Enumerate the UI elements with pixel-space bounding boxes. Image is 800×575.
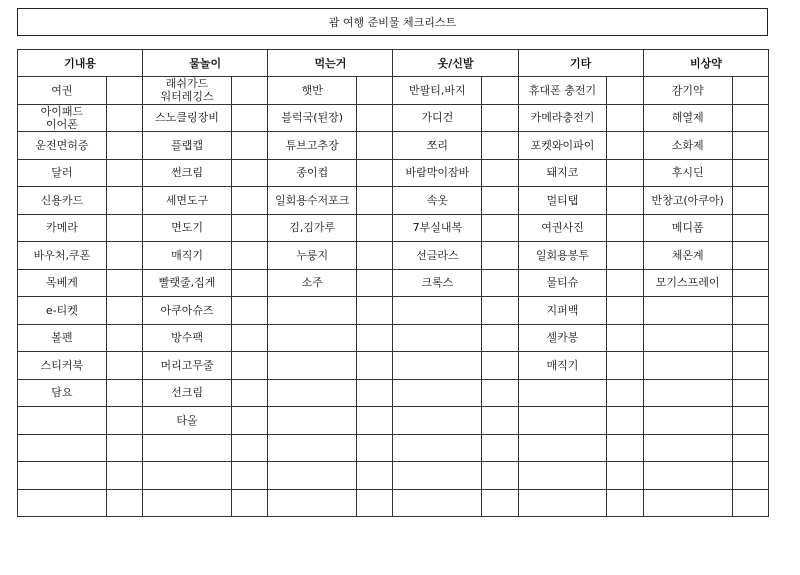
column-header: 물놀이 bbox=[143, 50, 268, 77]
check-cell[interactable] bbox=[732, 214, 768, 242]
item-label: 세면도구 bbox=[165, 193, 209, 207]
item-label: 바람막이잠바 bbox=[405, 166, 470, 180]
item-cell bbox=[18, 297, 107, 325]
item-label: 스티커북 bbox=[40, 358, 84, 372]
item-label: 선크림 bbox=[171, 386, 203, 400]
check-cell[interactable] bbox=[357, 214, 393, 242]
item-label: 썬크림 bbox=[171, 166, 203, 180]
item-label: 7부실내복 bbox=[412, 221, 463, 235]
item-cell bbox=[18, 187, 107, 215]
item-cell bbox=[643, 297, 732, 325]
item-cell bbox=[18, 407, 107, 435]
item-cell bbox=[643, 407, 732, 435]
item-label: 여권사진 bbox=[541, 221, 584, 235]
item-cell bbox=[393, 132, 482, 160]
table-row bbox=[18, 379, 769, 407]
item-cell bbox=[518, 214, 607, 242]
check-cell[interactable] bbox=[732, 159, 768, 187]
item-cell bbox=[143, 104, 232, 132]
check-cell[interactable] bbox=[106, 77, 142, 105]
item-cell bbox=[518, 489, 607, 517]
check-cell[interactable] bbox=[106, 379, 142, 407]
item-label: 쪼리 bbox=[426, 138, 448, 152]
item-cell bbox=[18, 242, 107, 270]
item-cell bbox=[268, 104, 357, 132]
item-cell bbox=[643, 132, 732, 160]
table-row bbox=[18, 242, 769, 270]
item-cell bbox=[643, 187, 732, 215]
item-cell bbox=[18, 324, 107, 352]
check-cell[interactable] bbox=[482, 434, 518, 462]
item-label: 빨랫줄,집게 bbox=[158, 276, 216, 290]
item-cell bbox=[268, 214, 357, 242]
item-label: 선글라스 bbox=[416, 248, 459, 262]
item-label: 메디폼 bbox=[671, 221, 704, 235]
item-cell bbox=[393, 489, 482, 517]
item-cell bbox=[643, 159, 732, 187]
check-cell[interactable] bbox=[732, 242, 768, 270]
item-label: 카메라충전기 bbox=[530, 111, 595, 125]
check-cell[interactable] bbox=[732, 104, 768, 132]
check-cell[interactable] bbox=[231, 297, 267, 325]
check-cell[interactable] bbox=[732, 132, 768, 160]
table-row bbox=[18, 297, 769, 325]
table-row bbox=[18, 352, 769, 380]
item-cell bbox=[268, 407, 357, 435]
item-cell bbox=[143, 407, 232, 435]
item-cell bbox=[268, 434, 357, 462]
item-cell bbox=[18, 214, 107, 242]
item-cell bbox=[268, 269, 357, 297]
item-cell bbox=[393, 297, 482, 325]
item-cell bbox=[143, 242, 232, 270]
item-cell bbox=[143, 324, 232, 352]
item-cell bbox=[18, 132, 107, 160]
item-label: 멀티탭 bbox=[546, 193, 579, 207]
item-cell bbox=[143, 77, 232, 105]
check-cell[interactable] bbox=[231, 77, 267, 105]
check-cell[interactable] bbox=[231, 269, 267, 297]
item-cell bbox=[393, 434, 482, 462]
item-label: 달러 bbox=[51, 166, 73, 180]
table-row bbox=[18, 159, 769, 187]
item-label: 가디건 bbox=[421, 111, 454, 125]
check-cell[interactable] bbox=[607, 187, 643, 215]
item-label: 셀카봉 bbox=[546, 331, 579, 345]
item-label: 휴대폰 충전기 bbox=[528, 83, 597, 97]
item-cell bbox=[643, 214, 732, 242]
check-cell[interactable] bbox=[357, 297, 393, 325]
item-cell bbox=[268, 132, 357, 160]
item-cell bbox=[518, 159, 607, 187]
item-cell bbox=[18, 462, 107, 490]
table-row bbox=[18, 77, 769, 105]
item-cell bbox=[643, 77, 732, 105]
item-cell bbox=[518, 77, 607, 105]
check-cell[interactable] bbox=[607, 462, 643, 490]
item-cell bbox=[143, 379, 232, 407]
item-label: 일회용수저포크 bbox=[275, 193, 350, 207]
page-title: 괌 여행 준비물 체크리스트 bbox=[17, 8, 768, 36]
item-label: 머리고무줄 bbox=[160, 358, 214, 372]
check-cell[interactable] bbox=[482, 159, 518, 187]
check-cell[interactable] bbox=[231, 462, 267, 490]
check-cell[interactable] bbox=[357, 352, 393, 380]
item-cell bbox=[518, 407, 607, 435]
item-cell bbox=[268, 379, 357, 407]
item-cell bbox=[393, 352, 482, 380]
item-cell bbox=[518, 242, 607, 270]
item-label: 매직기 bbox=[171, 248, 203, 262]
item-label: 매직기 bbox=[546, 358, 579, 372]
table-row bbox=[18, 104, 769, 132]
item-label: 모기스프레이 bbox=[655, 276, 720, 290]
item-cell bbox=[643, 242, 732, 270]
check-cell[interactable] bbox=[607, 324, 643, 352]
item-label: e-티켓 bbox=[45, 303, 78, 317]
item-label: 누룽지 bbox=[296, 248, 329, 262]
check-cell[interactable] bbox=[607, 104, 643, 132]
item-cell bbox=[393, 462, 482, 490]
item-label: 볼펜 bbox=[51, 331, 73, 345]
check-cell[interactable] bbox=[607, 489, 643, 517]
item-label: 체온계 bbox=[671, 248, 704, 262]
check-cell[interactable] bbox=[607, 132, 643, 160]
check-cell[interactable] bbox=[607, 379, 643, 407]
item-cell bbox=[268, 159, 357, 187]
table-row bbox=[18, 187, 769, 215]
check-cell[interactable] bbox=[607, 242, 643, 270]
check-cell[interactable] bbox=[482, 242, 518, 270]
check-cell[interactable] bbox=[482, 352, 518, 380]
item-cell bbox=[518, 379, 607, 407]
check-cell[interactable] bbox=[607, 269, 643, 297]
item-label: 소화제 bbox=[671, 138, 704, 152]
check-cell[interactable] bbox=[231, 379, 267, 407]
item-cell bbox=[518, 104, 607, 132]
item-cell bbox=[393, 269, 482, 297]
item-cell bbox=[268, 187, 357, 215]
check-cell[interactable] bbox=[732, 489, 768, 517]
table-row bbox=[18, 462, 769, 490]
item-cell bbox=[393, 242, 482, 270]
item-label: 여권 bbox=[51, 83, 73, 97]
item-label: 튜브고추장 bbox=[285, 138, 339, 152]
check-cell[interactable] bbox=[106, 187, 142, 215]
item-cell bbox=[143, 269, 232, 297]
check-cell[interactable] bbox=[607, 352, 643, 380]
check-cell[interactable] bbox=[732, 407, 768, 435]
item-cell bbox=[18, 489, 107, 517]
table-row bbox=[18, 407, 769, 435]
check-cell[interactable] bbox=[106, 324, 142, 352]
table-row bbox=[18, 434, 769, 462]
table-row bbox=[18, 269, 769, 297]
item-cell bbox=[643, 489, 732, 517]
item-cell bbox=[18, 379, 107, 407]
check-cell[interactable] bbox=[106, 104, 142, 132]
check-cell[interactable] bbox=[106, 489, 142, 517]
check-cell[interactable] bbox=[482, 407, 518, 435]
item-cell bbox=[643, 104, 732, 132]
check-cell[interactable] bbox=[482, 269, 518, 297]
table-row bbox=[18, 214, 769, 242]
check-cell[interactable] bbox=[106, 242, 142, 270]
header-row bbox=[18, 50, 769, 77]
item-label: 반팔티,바지 bbox=[409, 83, 466, 97]
check-cell[interactable] bbox=[732, 269, 768, 297]
check-cell[interactable] bbox=[732, 379, 768, 407]
check-cell[interactable] bbox=[231, 489, 267, 517]
check-cell[interactable] bbox=[732, 462, 768, 490]
item-label: 소주 bbox=[301, 276, 323, 290]
item-cell bbox=[143, 489, 232, 517]
item-label: 래쉬가드 워터레깅스 bbox=[160, 77, 214, 104]
item-cell bbox=[18, 77, 107, 105]
check-cell[interactable] bbox=[482, 489, 518, 517]
check-cell[interactable] bbox=[106, 352, 142, 380]
item-cell bbox=[268, 462, 357, 490]
check-cell[interactable] bbox=[357, 462, 393, 490]
check-cell[interactable] bbox=[231, 132, 267, 160]
item-cell bbox=[518, 434, 607, 462]
item-cell bbox=[18, 434, 107, 462]
item-cell bbox=[393, 104, 482, 132]
item-cell bbox=[393, 77, 482, 105]
item-label: 후시딘 bbox=[671, 166, 704, 180]
item-label: 포켓와이파이 bbox=[530, 138, 595, 152]
item-cell bbox=[143, 297, 232, 325]
check-cell[interactable] bbox=[482, 297, 518, 325]
check-cell[interactable] bbox=[106, 214, 142, 242]
item-cell bbox=[143, 159, 232, 187]
item-cell bbox=[268, 489, 357, 517]
item-label: 물티슈 bbox=[546, 276, 579, 290]
item-label: 김,김가루 bbox=[289, 221, 336, 235]
item-cell bbox=[143, 187, 232, 215]
item-label: 플랩캡 bbox=[171, 138, 203, 152]
item-cell bbox=[643, 324, 732, 352]
item-cell bbox=[18, 352, 107, 380]
check-cell[interactable] bbox=[231, 434, 267, 462]
column-header: 먹는거 bbox=[268, 50, 393, 77]
check-cell[interactable] bbox=[482, 77, 518, 105]
item-cell bbox=[268, 297, 357, 325]
item-cell bbox=[643, 352, 732, 380]
item-cell bbox=[143, 214, 232, 242]
check-cell[interactable] bbox=[482, 324, 518, 352]
item-label: 아쿠아슈즈 bbox=[160, 303, 214, 317]
check-cell[interactable] bbox=[357, 407, 393, 435]
item-cell bbox=[18, 269, 107, 297]
table-row bbox=[18, 132, 769, 160]
item-label: 바우처,쿠폰 bbox=[33, 248, 91, 262]
item-cell bbox=[393, 379, 482, 407]
check-cell[interactable] bbox=[231, 324, 267, 352]
item-cell bbox=[143, 352, 232, 380]
item-cell bbox=[518, 269, 607, 297]
item-cell bbox=[518, 462, 607, 490]
column-header: 옷/신발 bbox=[393, 50, 518, 77]
check-cell[interactable] bbox=[106, 434, 142, 462]
item-cell bbox=[18, 159, 107, 187]
check-cell[interactable] bbox=[732, 352, 768, 380]
check-cell[interactable] bbox=[482, 214, 518, 242]
item-label: 목베게 bbox=[45, 276, 78, 290]
check-cell[interactable] bbox=[106, 297, 142, 325]
check-cell[interactable] bbox=[357, 159, 393, 187]
checklist-table bbox=[17, 49, 769, 517]
item-cell bbox=[393, 324, 482, 352]
item-label: 반창고(아쿠아) bbox=[651, 193, 724, 207]
item-label: 블럭국(된장) bbox=[281, 111, 344, 125]
item-label: 크록스 bbox=[421, 276, 454, 290]
item-label: 속옷 bbox=[426, 193, 448, 207]
item-cell bbox=[518, 352, 607, 380]
item-label: 운전면허증 bbox=[35, 138, 89, 152]
check-cell[interactable] bbox=[482, 104, 518, 132]
check-cell[interactable] bbox=[357, 187, 393, 215]
check-cell[interactable] bbox=[357, 77, 393, 105]
check-cell[interactable] bbox=[231, 159, 267, 187]
check-cell[interactable] bbox=[231, 187, 267, 215]
item-cell bbox=[18, 104, 107, 132]
check-cell[interactable] bbox=[732, 187, 768, 215]
item-cell bbox=[518, 324, 607, 352]
check-cell[interactable] bbox=[231, 104, 267, 132]
item-cell bbox=[268, 242, 357, 270]
check-cell[interactable] bbox=[607, 77, 643, 105]
item-cell bbox=[268, 352, 357, 380]
column-header: 비상약 bbox=[643, 50, 768, 77]
column-header: 기타 bbox=[518, 50, 643, 77]
check-cell[interactable] bbox=[607, 214, 643, 242]
item-label: 신용카드 bbox=[40, 193, 84, 207]
item-label: 햇반 bbox=[301, 83, 323, 97]
item-label: 방수팩 bbox=[171, 331, 203, 345]
item-cell bbox=[643, 462, 732, 490]
check-cell[interactable] bbox=[357, 269, 393, 297]
check-cell[interactable] bbox=[357, 104, 393, 132]
item-label: 타올 bbox=[176, 413, 198, 427]
check-cell[interactable] bbox=[732, 77, 768, 105]
item-cell bbox=[268, 324, 357, 352]
item-label: 지퍼백 bbox=[546, 303, 579, 317]
item-cell bbox=[643, 269, 732, 297]
item-label: 스노클링장비 bbox=[155, 111, 219, 125]
item-label: 해열제 bbox=[671, 111, 704, 125]
check-cell[interactable] bbox=[231, 352, 267, 380]
item-cell bbox=[393, 187, 482, 215]
item-cell bbox=[518, 297, 607, 325]
item-label: 카메라 bbox=[45, 221, 78, 235]
item-label: 감기약 bbox=[671, 83, 704, 97]
check-cell[interactable] bbox=[482, 132, 518, 160]
check-cell[interactable] bbox=[607, 159, 643, 187]
check-cell[interactable] bbox=[357, 324, 393, 352]
check-cell[interactable] bbox=[231, 214, 267, 242]
item-cell bbox=[143, 434, 232, 462]
check-cell[interactable] bbox=[482, 462, 518, 490]
check-cell[interactable] bbox=[607, 434, 643, 462]
item-cell bbox=[393, 407, 482, 435]
item-label: 담요 bbox=[51, 386, 73, 400]
table-row bbox=[18, 489, 769, 517]
check-cell[interactable] bbox=[732, 434, 768, 462]
item-cell bbox=[268, 77, 357, 105]
check-cell[interactable] bbox=[357, 489, 393, 517]
item-cell bbox=[143, 132, 232, 160]
column-header: 기내용 bbox=[18, 50, 143, 77]
item-cell bbox=[143, 462, 232, 490]
check-cell[interactable] bbox=[106, 132, 142, 160]
check-cell[interactable] bbox=[607, 297, 643, 325]
item-label: 돼지코 bbox=[546, 166, 579, 180]
check-cell[interactable] bbox=[106, 407, 142, 435]
table-body bbox=[18, 77, 769, 517]
item-cell bbox=[518, 187, 607, 215]
item-label: 면도기 bbox=[171, 221, 203, 235]
check-cell[interactable] bbox=[482, 379, 518, 407]
item-cell bbox=[643, 434, 732, 462]
check-cell[interactable] bbox=[732, 324, 768, 352]
item-label: 아이패드 이어폰 bbox=[40, 104, 84, 131]
check-cell[interactable] bbox=[106, 159, 142, 187]
check-cell[interactable] bbox=[357, 132, 393, 160]
item-cell bbox=[643, 379, 732, 407]
check-cell[interactable] bbox=[357, 242, 393, 270]
check-cell[interactable] bbox=[357, 434, 393, 462]
check-cell[interactable] bbox=[607, 407, 643, 435]
check-cell[interactable] bbox=[106, 269, 142, 297]
item-label: 일회용봉투 bbox=[535, 248, 590, 262]
check-cell[interactable] bbox=[231, 242, 267, 270]
item-cell bbox=[518, 132, 607, 160]
check-cell[interactable] bbox=[106, 462, 142, 490]
check-cell[interactable] bbox=[732, 297, 768, 325]
item-label: 종이컵 bbox=[296, 166, 329, 180]
item-cell bbox=[393, 214, 482, 242]
table-row bbox=[18, 324, 769, 352]
check-cell[interactable] bbox=[357, 379, 393, 407]
check-cell[interactable] bbox=[482, 187, 518, 215]
check-cell[interactable] bbox=[231, 407, 267, 435]
item-cell bbox=[393, 159, 482, 187]
